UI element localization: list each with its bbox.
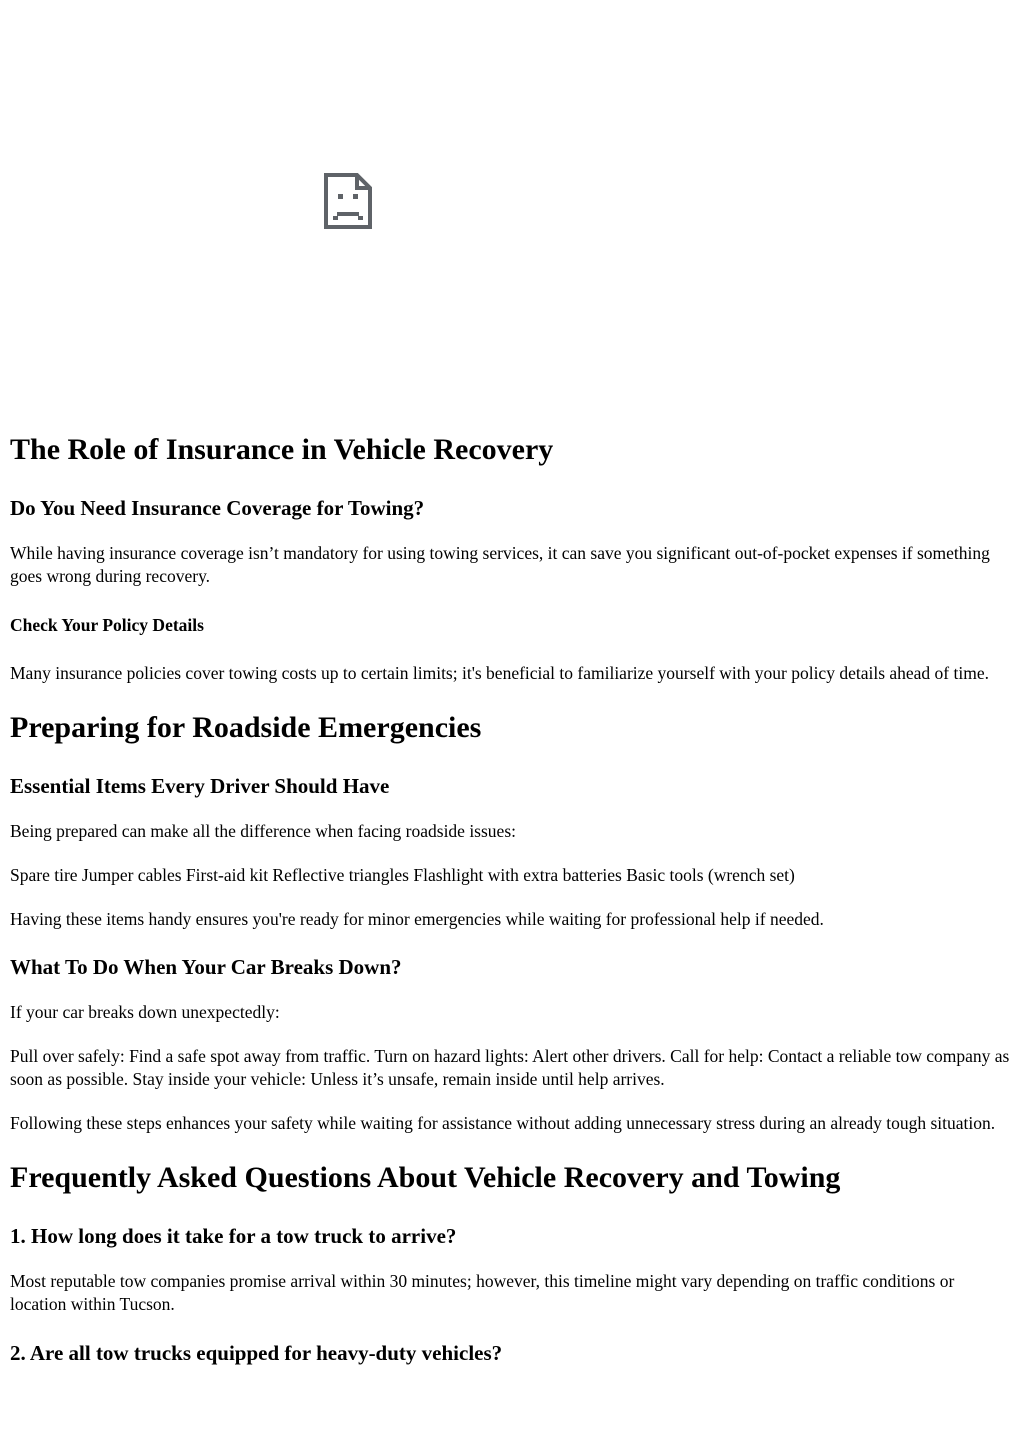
section-heading-insurance: The Role of Insurance in Vehicle Recovery (10, 433, 554, 466)
subheading-insurance-coverage: Do You Need Insurance Coverage for Towing? (10, 496, 425, 520)
subheading-essential-items: Essential Items Every Driver Should Have (10, 774, 390, 798)
paragraph-breakdown-intro: If your car breaks down unexpectedly: (10, 1002, 280, 1022)
subheading-policy-details: Check Your Policy Details (10, 615, 204, 635)
faq-question-2: 2. Are all tow trucks equipped for heavy-duty vehicles? (10, 1341, 503, 1365)
paragraph-items-list: Spare tire Jumper cables First-aid kit Reflective triangles Flashlight with extra batteries Basic tools (wrench set) (10, 865, 795, 885)
subheading-breakdown: What To Do When Your Car Breaks Down? (10, 955, 402, 979)
paragraph-policy-details: Many insurance policies cover towing costs up to certain limits; it's beneficial to familiarize yourself with your policy details ahead of time. (10, 663, 989, 683)
section-heading-preparing: Preparing for Roadside Emergencies (10, 711, 482, 744)
paragraph-items-intro: Being prepared can make all the difference when facing roadside issues: (10, 821, 516, 841)
article-content (10, 428, 1014, 1368)
embedded-media-placeholder (0, 0, 1024, 420)
broken-document-icon (323, 172, 373, 230)
paragraph-breakdown-steps: Pull over safely: Find a safe spot away from traffic. Turn on hazard lights: Alert other drivers. Call for help: Contact a reliable tow company as soon as possible. Stay inside your vehicle: Unless it’s unsafe, remain inside until help arrives. (10, 1046, 1010, 1089)
faq-question-1: 1. How long does it take for a tow truck to arrive? (10, 1224, 457, 1248)
section-heading-faq: Frequently Asked Questions About Vehicle Recovery and Towing (10, 1161, 841, 1194)
paragraph-items-outro: Having these items handy ensures you're ready for minor emergencies while waiting for professional help if needed. (10, 909, 824, 929)
faq-answer-1: Most reputable tow companies promise arrival within 30 minutes; however, this timeline might vary depending on traffic conditions or location within Tucson. (10, 1271, 955, 1314)
paragraph-insurance-coverage: While having insurance coverage isn’t mandatory for using towing services, it can save you significant out-of-pocket expenses if something goes wrong during recovery. (10, 543, 990, 586)
paragraph-breakdown-outro: Following these steps enhances your safety while waiting for assistance without adding unnecessary stress during an already tough situation. (10, 1113, 996, 1133)
